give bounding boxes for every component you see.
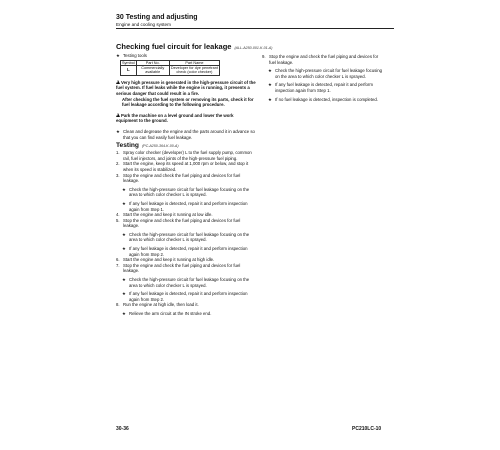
header-rule [116, 28, 394, 29]
step-7: 7. Stop the engine and check the fuel piping and devices for fuel leakage. [116, 262, 241, 274]
section-code: (ALL-A250-001-K-01-A) [234, 46, 273, 50]
star-icon: ★ [122, 311, 126, 316]
col-header-part-name: Part Name [169, 60, 219, 65]
step-8-note: ★ Relieve the arm circuit at the IN stroke end. [122, 311, 212, 316]
col-header-symbol: Symbol [122, 60, 135, 65]
warning-block-1: !Very high pressure is generated in the high-pressure circuit of the fuel system. If fuel leaks while the engine is running, it presents a serious danger that could result in a fire. After checking the fuel system or removing its parts, check it for fuel leakage according to the following procedure. [116, 80, 256, 108]
warning-1b: After checking the fuel system or removing its parts, check it for fuel leakage according to the following procedure. [122, 96, 254, 108]
step-5-note-2: ★ If any fuel leakage is detected, repair it and perform inspection again from Step 2. [122, 246, 248, 257]
cell-part-no: Commercially available [136, 66, 169, 76]
step-3-note-2: ★ If any fuel leakage is detected, repair it and perform inspection again from Step 1. [122, 200, 248, 212]
star-icon: ★ [122, 277, 126, 283]
step-9-note-2: ★ If any fuel leakage is detected, repair it and perform inspection again from Step 1. [268, 82, 373, 93]
warning-icon [116, 113, 120, 117]
header-subtitle: Engine and cooling system [116, 22, 171, 27]
header-title: 30 Testing and adjusting [116, 14, 198, 21]
table-row [121, 66, 220, 76]
tools-label: Testing tools [123, 53, 147, 58]
step-9-note-1: ★ Check the high-pressure circuit for fuel leakage focusing on the area to which color checker L is sprayed. [268, 68, 383, 79]
star-icon: ★ [268, 96, 272, 102]
tools-label-row [116, 53, 256, 59]
step-5: 5. Stop the engine and check the fuel piping and devices for fuel leakage. [116, 217, 241, 229]
col-header-part-no: Part No. [136, 60, 169, 65]
step-9: 9. Stop the engine and check the fuel piping and devices for fuel leakage. [262, 54, 379, 65]
testing-code: (PC-A250-364-K-00-A) [141, 144, 179, 149]
star-icon: ★ [116, 53, 120, 58]
testing-title: Testing (PC-A250-364-K-00-A) [116, 142, 179, 150]
star-icon: ★ [122, 246, 126, 252]
star-icon: ★ [268, 82, 272, 88]
section-title: Checking fuel circuit for leakage (ALL-A250-001-K-01-A) [116, 42, 273, 51]
step-7-note-2: ★ If any fuel leakage is detected, repair it and perform inspection again from Step 2. [122, 291, 248, 302]
step-8: 8. Run the engine at high idle, then load it. [116, 302, 199, 308]
step-7-note-1: ★ Check the high-pressure circuit for fuel leakage focusing on the area to which color checker L is sprayed. [122, 277, 250, 288]
left-column [116, 42, 273, 317]
cell-symbol: L [121, 66, 137, 76]
warning-block-2: !Park the machine on a level ground and lower the work equipment to the ground. [116, 113, 256, 124]
step-1: 1. Spray color checker (developer) L to the fuel supply pump, common rail, fuel injectors, and joints of the high-pressure fuel piping. [116, 150, 252, 161]
testing-tools-table [120, 60, 220, 76]
step-2: 2. Start the engine, keep its speed at 1,000 rpm or below, and stop it when its speed is stabilized. [116, 161, 249, 172]
star-icon: ★ [122, 291, 126, 297]
star-icon: ★ [268, 68, 272, 74]
step-3-note-1: ★ Check the high-pressure circuit for fuel leakage focusing on the area to which color checker L is sprayed. [122, 186, 250, 198]
star-icon: ★ [122, 231, 126, 237]
model-number: PC210LC-10 [352, 426, 382, 432]
note-clean: ★ Clean and degrease the engine and the parts around it in advance so that you can find easily fuel leakage. [116, 128, 255, 140]
warning-icon [116, 80, 120, 84]
step-6: 6. Start the engine and keep it running at high idle. [116, 257, 215, 263]
page-number: 30-36 [116, 426, 129, 432]
step-3: 3. Stop the engine and check the fuel piping and devices for fuel leakage. [116, 172, 241, 184]
page-header [116, 14, 386, 27]
right-column [262, 54, 386, 102]
step-5-note-1: ★ Check the high-pressure circuit for fuel leakage focusing on the area to which color checker L is sprayed. [122, 231, 250, 243]
cell-part-name: Developer for dye penetrant check (color checker) [170, 66, 218, 75]
star-icon: ★ [122, 186, 126, 192]
star-icon: ★ [116, 128, 120, 134]
star-icon: ★ [122, 200, 126, 206]
step-9-note-3: ★ If no fuel leakage is detected, inspection is completed. [268, 96, 378, 102]
step-4: 4. Start the engine and keep it running at low idle. [116, 212, 213, 218]
